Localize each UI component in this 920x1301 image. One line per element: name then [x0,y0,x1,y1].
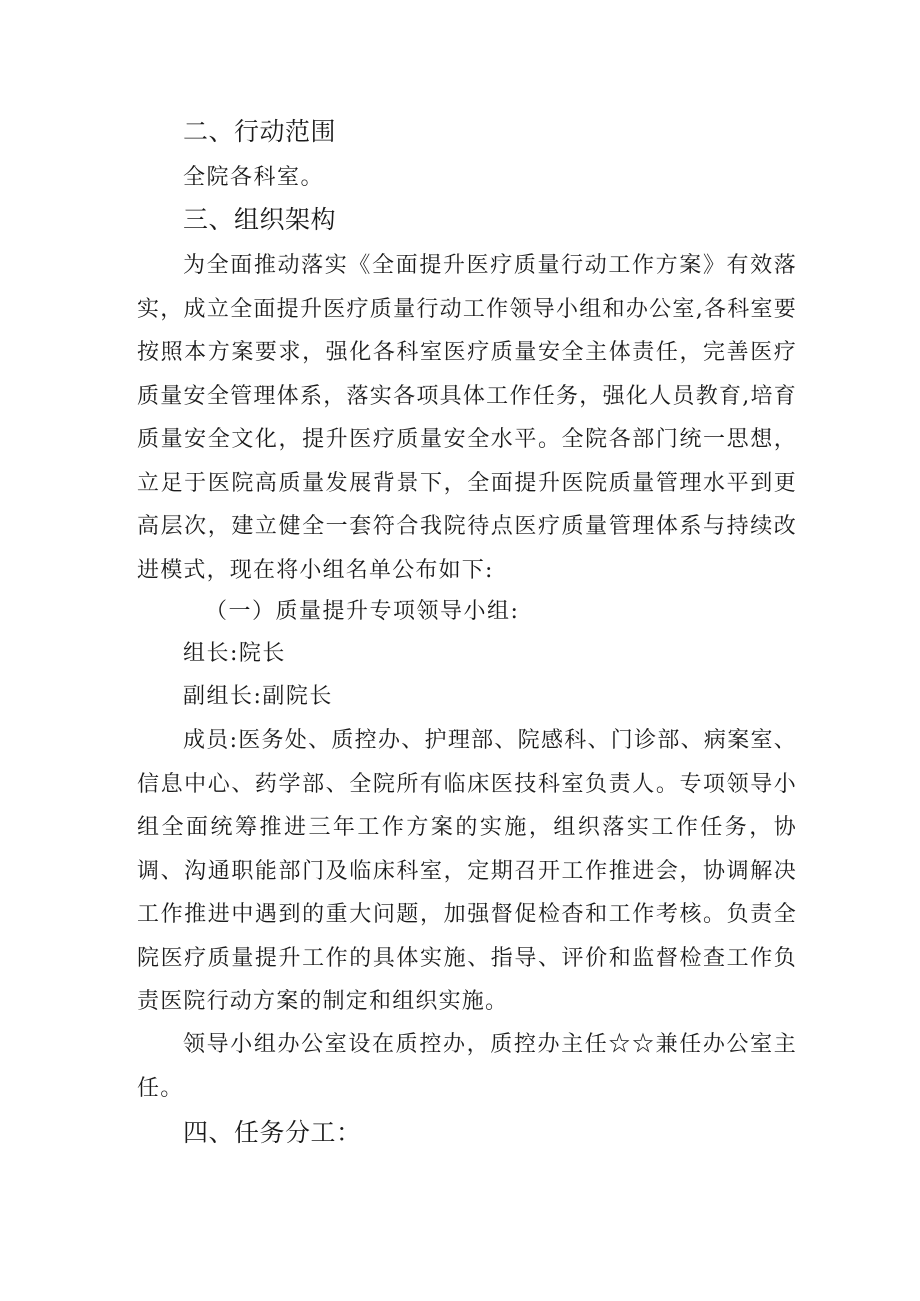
subsection-heading-leading-group: （一）质量提升专项领导小组: [205,599,520,624]
members-paragraph: 成员:医务处、质控办、护理部、院感科、门诊部、病案室、信息中心、药学部、全院所有临床医技科室负责人。专项领导小组全面统筹推进三年工作方案的实施，组织落实工作任务，协调、沟通职能部门及临床科室，定期召开工作推进会，协调解决工作推进中遇到的重大问题，加强督促检杳和工作考核。负责全院医疗质量提升工作的具体实施、指导、评价和监督检查工作负责医院行动方案的制定和组织实施。 [137,728,797,1014]
group-leader-line: 组长:院长 [183,641,286,666]
section-heading-task-division: 四、任务分工： [183,1118,362,1147]
section-heading-organization: 三、组织架构 [183,205,337,234]
organization-intro-paragraph: 为全面推动落实《全面提升医疗质量行动工作方案》有效落实，成立全面提升医疗质量行动工作领导小组和办公室,各科室要按照本方案要求，强化各科室医疗质量安全主体责任，完善医疗质量安全管理体系，落实各项具体工作任务，强化人员教育,培育质量安全文化，提升医疗质量安全水平。全院各部门统一思想，立足于医院高质量发展背景下，全面提升医院质量管理水平到更高层次，建立健全一套符合我院待点医疗质量管理体系与持续改进模式，现在将小组名单公布如下: [137,253,797,583]
deputy-leader-line: 副组长:副院长 [183,684,333,709]
scope-paragraph: 全院各科室。 [183,165,325,190]
section-heading-scope: 二、行动范围 [183,117,337,146]
office-paragraph: 领导小组办公室设在质控办，质控办主任☆☆兼任办公室主任。 [137,1032,797,1101]
